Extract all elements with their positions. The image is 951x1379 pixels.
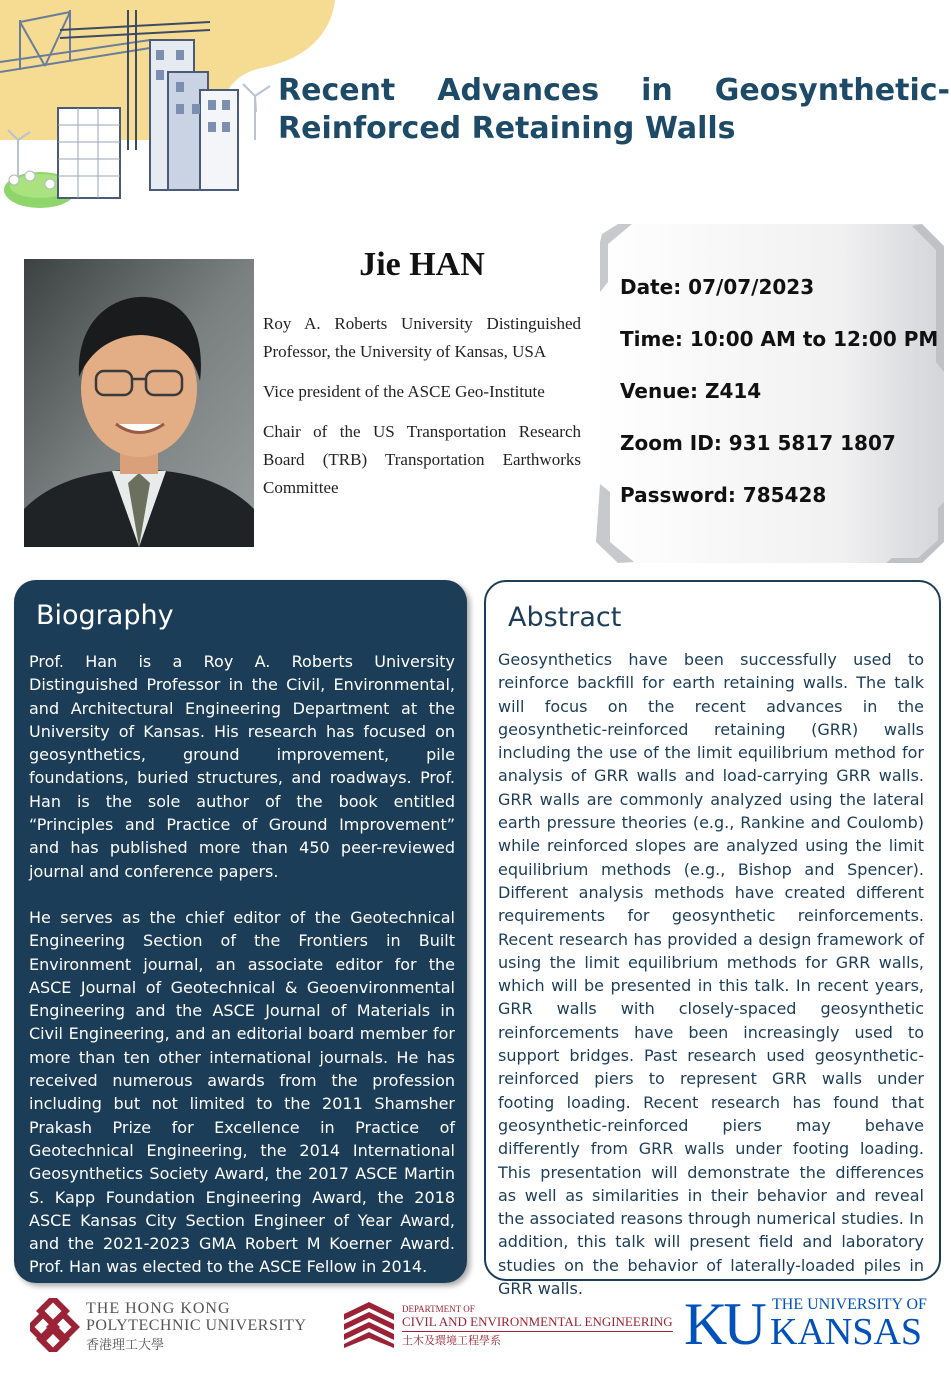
- cee-dept-line2: CIVIL AND ENVIRONMENTAL ENGINEERING: [402, 1314, 673, 1332]
- speaker-name: Jie HAN: [359, 246, 485, 283]
- polyu-logo: [30, 1298, 307, 1354]
- page-title: Recent Advances in Geosynthetic-Reinforced Retaining Walls: [278, 73, 950, 146]
- event-date: Date: 07/07/2023: [620, 275, 815, 299]
- speaker-affiliation-3: Chair of the US Transportation Research Board (TRB) Transportation Earthworks Committee: [263, 422, 581, 497]
- biography-panel: [14, 580, 467, 1283]
- polyu-name-line2: POLYTECHNIC UNIVERSITY: [86, 1317, 307, 1334]
- event-zoom-id: Zoom ID: 931 5817 1807: [620, 431, 896, 455]
- event-details: [620, 272, 940, 532]
- event-venue: Venue: Z414: [620, 379, 762, 403]
- speaker-affiliations: [263, 310, 581, 514]
- cee-emblem-icon: [342, 1300, 396, 1350]
- biography-body: [29, 650, 455, 1302]
- ku-logo: [684, 1291, 934, 1357]
- polyu-name-line1: THE HONG KONG: [86, 1300, 231, 1317]
- ku-name-line1: THE UNIVERSITY OF: [772, 1296, 927, 1313]
- cee-department-logo: [342, 1300, 673, 1352]
- abstract-heading: Abstract: [508, 602, 622, 633]
- polyu-name-chinese: 香港理工大學: [86, 1338, 165, 1353]
- biography-paragraph-2: He serves as the chief editor of the Geotechnical Engineering Section of the Frontiers in Built Environment journal, an associate editor for the ASCE Journal of Geotechnical & Geoenvironmental Engineering and the ASCE Journal of Materials in Civil Engineering, and an editorial board member for more than ten other international journals. He has received numerous awards from the profession including but not limited to the 2011 Shamsher Prakash Prize for Excellence in Practice of Geotechnical Engineering, the 2014 International Geosynthetics Society Award, the 2017 ASCE Martin S. Kapp Foundation Engineering Award, the 2018 ASCE Kansas City Section Engineer of Year Award, and the 2021-2023 GMA Robert M Koerner Award. Prof. Han was elected to the ASCE Fellow in 2014.: [29, 907, 455, 1277]
- event-password: Password: 785428: [620, 483, 827, 507]
- abstract-body: Geosynthetics have been successfully used to reinforce backfill for earth retaining walls. The talk will focus on the recent advances in the geosynthetic-reinforced retaining (GRR) walls including the use of the limit equilibrium method for analysis of GRR walls and load-carrying GRR walls. GRR walls are commonly analyzed using the lateral earth pressure theories (e.g., Rankine and Coulomb) while reinforced slopes are analyzed using the limit equilibrium methods (e.g., Bishop and Spencer). Different analysis methods have created different requirements for geosynthetic reinforcements. Recent research has provided a design framework of using the limit equilibrium methods for GRR walls, which will be presented in this talk. In recent years, GRR walls with closely-spaced geosynthetic reinforcements have been increasingly used to support bridges. Past research used geosynthetic-reinforced piers to represent GRR walls under footing loading. Recent research has found that geosynthetic-reinforced piers may behave differently from GRR walls under footing loading. This presentation will demonstrate the differences as well as similarities in their behavior and reveal the associated reasons through numerical studies. In addition, this talk will present field and laboratory studies on the behavior of laterally-loaded piles in GRR walls.: [498, 650, 924, 1299]
- biography-paragraph-1: Prof. Han is a Roy A. Roberts University Distinguished Professor in the Civil, Environmental, and Architectural Engineering Department at the University of Kansas. His research has focused on geosynthetics, ground improvement, pile foundations, buried structures, and roadways. Prof. Han is the sole author of the book entitled “Principles and Practice of Ground Improvement” and has published more than 450 peer-reviewed journal and conference papers.: [29, 652, 455, 881]
- biography-heading: Biography: [36, 600, 174, 631]
- cee-dept-chinese: 土木及環境工程學系: [402, 1334, 501, 1347]
- event-time: Time: 10:00 AM to 12:00 PM: [620, 327, 939, 351]
- speaker-affiliation-1: Roy A. Roberts University Distinguished Professor, the University of Kansas, USA: [263, 314, 581, 361]
- polyu-emblem-icon: [30, 1298, 84, 1352]
- cee-dept-line1: DEPARTMENT OF: [402, 1304, 475, 1314]
- speaker-affiliation-2: Vice president of the ASCE Geo-Institute: [263, 382, 545, 401]
- ku-name-line2: KANSAS: [770, 1311, 923, 1353]
- ku-mark: KU: [684, 1291, 763, 1357]
- abstract-panel: [484, 580, 941, 1299]
- speaker-photo: [24, 259, 254, 547]
